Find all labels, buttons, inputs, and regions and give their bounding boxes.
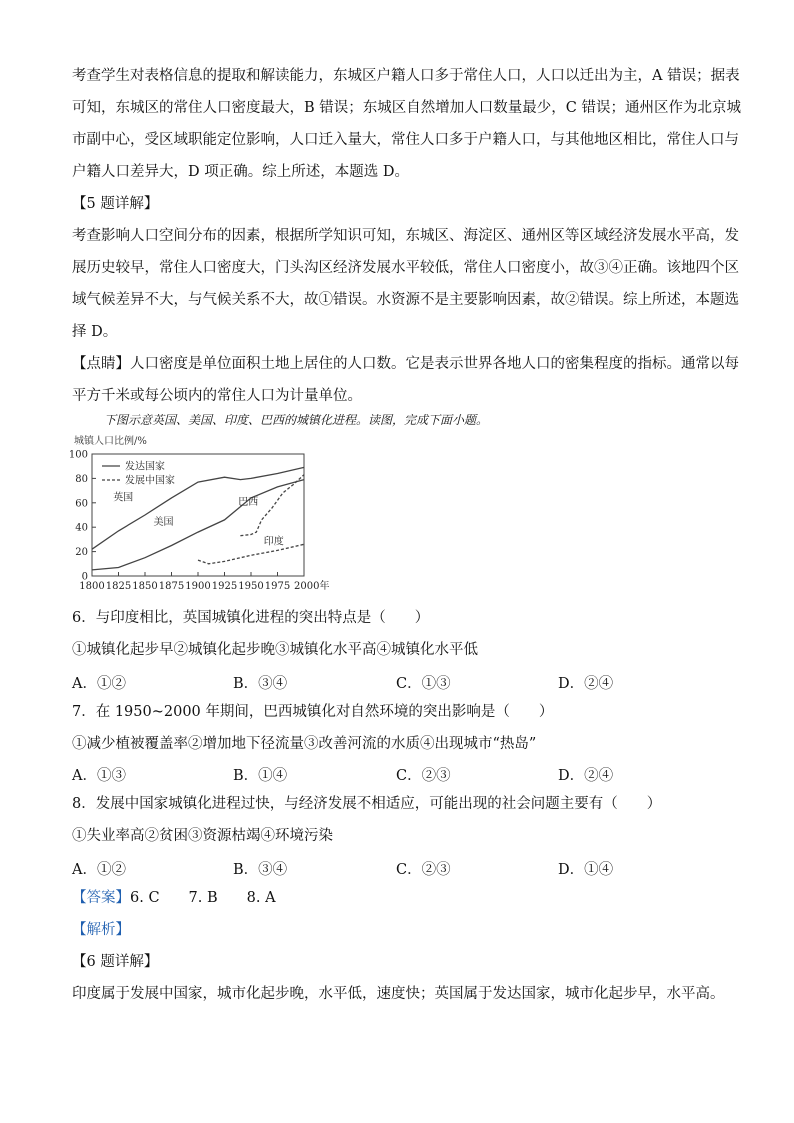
y-tick-label: 80 [75, 473, 88, 485]
y-tick-label: 40 [75, 522, 88, 534]
section-heading: 【6 题详解】 [72, 954, 159, 970]
x-tick-label: 1900 [185, 581, 211, 592]
plot-frame [92, 454, 304, 576]
legend-label: 发达国家 [125, 461, 165, 473]
q8-option-a[interactable]: A．①② [72, 862, 126, 878]
x-tick-label: 1850 [132, 581, 158, 592]
para-line: 户籍人口差异大，D 项正确。综上所述，本题选 D。 [72, 164, 409, 180]
x-tick-label: 1800 [79, 581, 105, 592]
para-line: 择 D。 [72, 324, 118, 340]
x-tick-label: 1925 [211, 581, 238, 592]
series-line-印度 [198, 544, 304, 564]
answer-text: 6. C 7. B 8. A [130, 890, 276, 906]
q8-option-c[interactable]: C．②③ [396, 862, 451, 878]
x-tick-label: 2000年 [294, 581, 330, 592]
q7-option-c[interactable]: C．②③ [396, 768, 451, 784]
series-label-美国: 美国 [153, 516, 174, 528]
question-6-stem: 6．与印度相比，英国城镇化进程的突出特点是（ ） [72, 610, 430, 626]
para-line: 考查学生对表格信息的提取和解读能力，东城区户籍人口多于常住人口，人口以迁出为主，A 错误；据表 [72, 68, 740, 84]
y-tick-label: 0 [81, 571, 88, 583]
urbanization-chart [62, 432, 330, 602]
x-tick-label: 1875 [158, 581, 185, 592]
para-line: 展历史较早，常住人口密度大，门头沟区经济发展水平较低，常住人口密度小，故③④正确。该地四个区 [72, 260, 739, 276]
para-line: 域气候差异不大，与气候关系不大，故①错误。水资源不是主要影响因素，故②错误。综上所述，本题选 [72, 292, 739, 308]
question-8-items: ①失业率高②贫困③资源枯竭④环境污染 [72, 828, 333, 844]
dianjing-line [72, 354, 739, 374]
q6-option-b[interactable]: B．③④ [233, 676, 288, 692]
analysis-label: 【解析】 [72, 922, 130, 938]
x-tick-label: 1950 [238, 581, 264, 592]
answer-line [72, 888, 276, 908]
q6-option-d[interactable]: D．②④ [558, 676, 614, 692]
dianjing-label: 【点睛】 [72, 356, 130, 372]
q7-option-b[interactable]: B．①④ [233, 768, 288, 784]
series-label-印度: 印度 [263, 536, 284, 548]
question-8-stem: 8．发展中国家城镇化进程过快，与经济发展不相适应，可能出现的社会问题主要有（ ） [72, 796, 662, 812]
q6-explanation: 印度属于发展中国家，城市化起步晚，水平低，速度快；英国属于发达国家，城市化起步早，水平高。 [72, 986, 725, 1002]
question-7-stem: 7．在 1950~2000 年期间，巴西城镇化对自然环境的突出影响是（ ） [72, 704, 554, 720]
q8-option-d[interactable]: D．①④ [558, 862, 614, 878]
q7-option-a[interactable]: A．①③ [72, 768, 126, 784]
section-heading: 【5 题详解】 [72, 196, 159, 212]
q6-option-a[interactable]: A．①② [72, 676, 126, 692]
q8-option-b[interactable]: B．③④ [233, 862, 288, 878]
x-tick-label: 1975 [264, 581, 291, 592]
answer-label: 【答案】 [72, 890, 130, 906]
para-line: 可知，东城区的常住人口密度最大，B 错误；东城区自然增加人口数量最少，C 错误；通州区作为北京城 [72, 100, 741, 116]
y-tick-label: 20 [75, 547, 88, 559]
q6-option-c[interactable]: C．①③ [396, 676, 451, 692]
series-label-巴西: 巴西 [238, 497, 259, 509]
series-label-英国: 英国 [113, 492, 134, 504]
y-axis-label: 城镇人口比例/% [74, 436, 147, 447]
x-tick-label: 1825 [105, 581, 132, 592]
dianjing-text: 人口密度是单位面积土地上居住的人口数。它是表示世界各地人口的密集程度的指标。通常以每 [130, 356, 739, 372]
para-line: 平方千米或每公顷内的常住人口为计量单位。 [72, 388, 362, 404]
para-line: 考查影响人口空间分布的因素，根据所学知识可知，东城区、海淀区、通州区等区域经济发展水平高，发 [72, 228, 739, 244]
para-line: 市副中心，受区域职能定位影响，人口迁入量大，常住人口多于户籍人口，与其他地区相比，常住人口与 [72, 132, 739, 148]
y-tick-label: 100 [68, 449, 88, 461]
y-tick-label: 60 [75, 498, 88, 510]
figure-intro: 下图示意英国、美国、印度、巴西的城镇化进程。读图，完成下面小题。 [104, 413, 489, 427]
q7-option-d[interactable]: D．②④ [558, 768, 614, 784]
question-6-items: ①城镇化起步早②城镇化起步晚③城镇化水平高④城镇化水平低 [72, 642, 478, 658]
question-7-items: ①减少植被覆盖率②增加地下径流量③改善河流的水质④出现城市“热岛” [72, 736, 537, 752]
legend-label: 发展中国家 [125, 475, 175, 487]
